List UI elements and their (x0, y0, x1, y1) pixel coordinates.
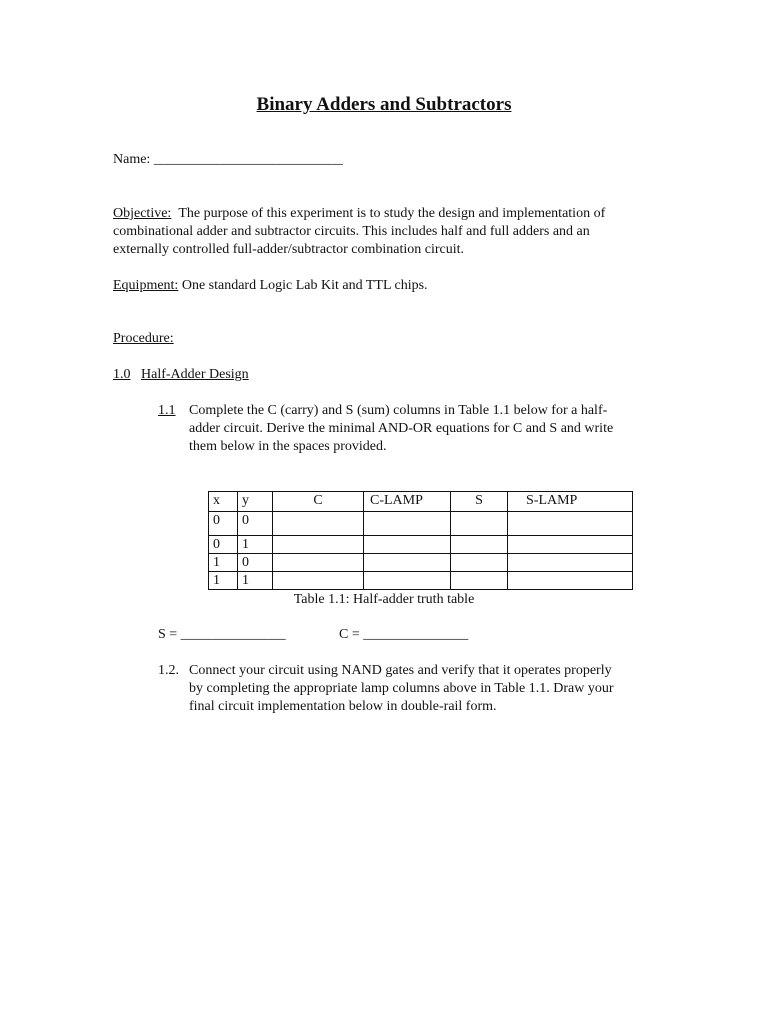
cell-s[interactable] (451, 536, 508, 554)
s-equation: S = _______________ (158, 627, 286, 642)
cell-c[interactable] (273, 512, 364, 536)
table-row (209, 512, 633, 536)
objective-paragraph (113, 205, 605, 259)
step-1-2-line-2: by completing the appropriate lamp columns above in Table 1.1. Draw your (189, 681, 614, 696)
objective-text-1: The purpose of this experiment is to study the design and implementation of (178, 206, 606, 221)
table-caption: Table 1.1: Half-adder truth table (293, 592, 475, 607)
cell-c[interactable] (273, 572, 364, 590)
step-1-2-line-1: Connect your circuit using NAND gates and verify that it operates properly (189, 663, 612, 678)
header-s-lamp: S-LAMP (508, 492, 633, 512)
name-line (113, 151, 343, 169)
cell-y: 0 (238, 512, 273, 536)
equipment-label: Equipment: (113, 278, 179, 293)
step-1-1-line-2: adder circuit. Derive the minimal AND-OR equations for C and S and write (189, 421, 614, 436)
header-s: S (451, 492, 508, 512)
cell-s[interactable] (451, 554, 508, 572)
header-y: y (238, 492, 273, 512)
step-1-2-text (189, 662, 613, 716)
procedure-label: Procedure: (113, 331, 174, 346)
cell-y: 1 (238, 572, 273, 590)
cell-c[interactable] (273, 536, 364, 554)
objective-line-3: externally controlled full-adder/subtractor combination circuit. (113, 242, 465, 257)
cell-y: 1 (238, 536, 273, 554)
objective-line-1 (113, 205, 605, 223)
cell-s-lamp[interactable] (508, 536, 633, 554)
section-number: 1.0 (113, 367, 131, 382)
cell-s-lamp[interactable] (508, 554, 633, 572)
cell-c-lamp[interactable] (364, 536, 451, 554)
table-row (209, 554, 633, 572)
cell-c[interactable] (273, 554, 364, 572)
step-1-2-line-3: final circuit implementation below in double-rail form. (189, 699, 497, 714)
objective-label: Objective: (113, 206, 172, 221)
header-c: C (273, 492, 364, 512)
step-1-2-number: 1.2. (158, 663, 179, 678)
cell-c-lamp[interactable] (364, 512, 451, 536)
name-label: Name: (113, 152, 151, 167)
cell-x: 1 (209, 572, 238, 590)
cell-x: 1 (209, 554, 238, 572)
c-equation: C = _______________ (339, 627, 469, 642)
cell-s-lamp[interactable] (508, 512, 633, 536)
step-1-1-text (189, 402, 613, 456)
half-adder-truth-table (208, 491, 633, 590)
cell-s[interactable] (451, 512, 508, 536)
cell-x: 0 (209, 536, 238, 554)
cell-y: 0 (238, 554, 273, 572)
step-1-1-number: 1.1 (158, 403, 176, 418)
section-heading (113, 366, 249, 384)
cell-c-lamp[interactable] (364, 572, 451, 590)
table-row (209, 572, 633, 590)
objective-line-2: combinational adder and subtractor circuits. This includes half and full adders and an (113, 224, 590, 239)
step-1-1-line-1: Complete the C (carry) and S (sum) columns in Table 1.1 below for a half- (189, 403, 608, 418)
table-row (209, 536, 633, 554)
section-title: Half-Adder Design (141, 367, 249, 382)
equipment-text: One standard Logic Lab Kit and TTL chips. (181, 278, 428, 293)
cell-c-lamp[interactable] (364, 554, 451, 572)
cell-s[interactable] (451, 572, 508, 590)
cell-s-lamp[interactable] (508, 572, 633, 590)
step-1-1-line-3: them below in the spaces provided. (189, 439, 387, 454)
document-title: Binary Adders and Subtractors (256, 94, 512, 115)
cell-x: 0 (209, 512, 238, 536)
name-blank: ___________________________ (153, 152, 343, 167)
table-header-row (209, 492, 633, 512)
equipment-line (113, 277, 428, 295)
header-c-lamp: C-LAMP (364, 492, 451, 512)
header-x: x (209, 492, 238, 512)
